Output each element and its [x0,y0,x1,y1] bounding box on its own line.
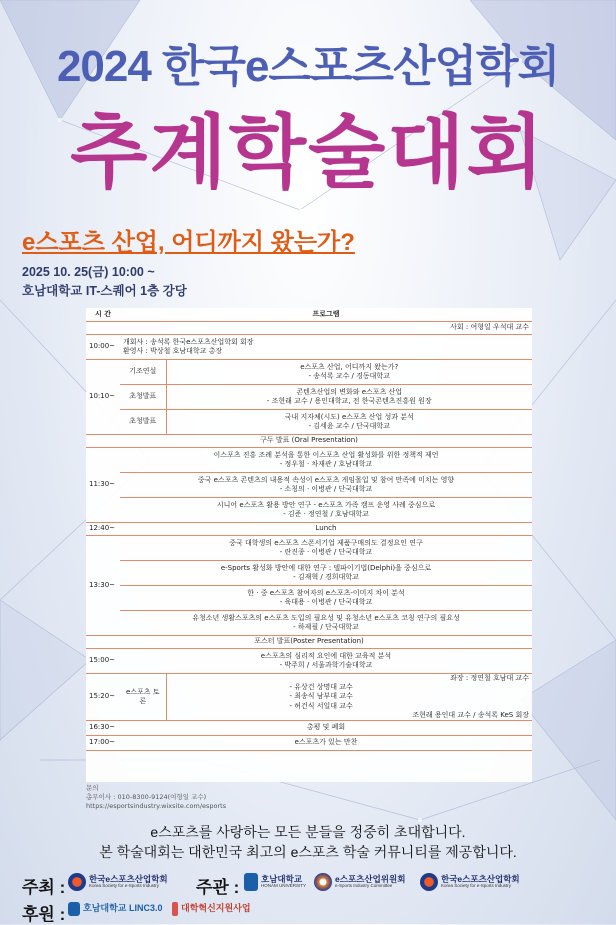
title-line1: 2024 한국e스포츠산업학회 [56,42,560,91]
invite-line2: 본 학술대회는 대한민국 최고의 e스포츠 학술 커뮤니티를 제공합니다. [99,844,517,860]
host-label: 주최 : [22,878,66,897]
support-label: 후원 : [22,905,66,924]
time-cell: 17:00~ [86,736,120,751]
supporter-name: 호남대학교 LINC3.0 [83,903,163,914]
session-type: 초청발표 [120,385,166,410]
kes-logo-icon [68,873,86,891]
program-table [86,308,532,782]
title-line2: 추계학술대회 [70,108,546,197]
time-cell: 11:30~ [86,448,120,523]
organizer-name: e스포츠산업위원회 [335,873,406,884]
section-header-row [86,435,532,448]
organizer-sub: HONAM UNIVERSITY [261,883,307,889]
time-cell: 16:30~ [86,721,120,736]
welcome-speech: 환영사 : 박상철 호남대학교 총장 [123,347,223,355]
talk-title: e스포츠의 심리적 요인에 대한 교육적 분석 [260,651,392,660]
talk-title: e-Sports 활성화 방안에 대한 연구 : 델파이기법(Delphi)을 중심으로 [220,563,432,572]
talk-speaker: - 정우철 · 차재관 / 호남대학교 [279,460,373,468]
panelist: - 유상건 상명대 교수 [289,683,353,692]
time-cell: 15:00~ [86,649,120,674]
panelist: - 최송식 남부대 교수 [289,692,353,701]
organizer-logo-honam [244,873,306,891]
opening-speech: 개회사 : 송석록 한국e스포츠산업학회 회장 [123,337,254,346]
time-cell: 13:30~ [86,536,120,636]
invite-line1: e스포츠를 사랑하는 모든 분들을 정중히 초대합니다. [150,824,466,840]
table-row [86,561,532,586]
talk-title: 한 · 중 e스포츠 참여자의 e스포츠-이미지 차이 분석 [247,588,405,597]
talk-title: e스포츠 산업, 어디까지 왔는가? [300,362,399,371]
table-row [86,498,532,523]
time-cell: 10:10~ [86,360,120,435]
talk-speaker: - 란진종 · 이병관 / 단국대학교 [279,548,373,556]
contact-phone: 총무이사 : 010-8300-9124(여형일 교수) [86,792,207,801]
table-row [86,721,532,736]
panelist: - 허건식 서일대 교수 [289,701,353,710]
event-venue: 호남대학교 IT-스퀘어 1층 강당 [22,284,187,298]
talk-title: 콘텐츠산업의 변화와 e스포츠 산업 [296,387,403,396]
talk-speaker: - 조현래 교수 / 용인대학교, 전 한국콘텐츠진흥원 원장 [266,397,432,405]
table-row [86,674,532,721]
supporter-logo-innovation [172,902,251,916]
talk-title: 이스포츠 진흥 조례 분석을 통한 이스포츠 산업 활성화를 위한 정책적 제언 [213,450,439,459]
innovation-logo-icon [172,902,178,916]
lunch-label: Lunch [120,523,532,536]
dinner-label: e스포츠가 있는 만찬 [120,736,532,751]
table-row [86,360,532,385]
table-header-row [86,308,532,322]
honam-logo-icon [244,873,258,891]
table-row [86,335,532,360]
organizer-name: 한국e스포츠산업학회 [441,873,520,884]
table-row [86,611,532,636]
kes-logo-icon [420,873,438,891]
time-cell: 15:20~ [86,674,120,721]
table-row [86,536,532,561]
host-logo [68,873,168,891]
closing-label: 총평 및 폐회 [120,721,532,736]
debate-label: e스포츠 토론 [120,674,166,721]
talk-speaker: - 하제필 / 단국대학교 [293,623,359,631]
table-row [86,448,532,473]
header-time: 시 간 [86,308,120,322]
section-header-row [86,636,532,649]
talk-speaker: - 김재혁 / 경희대학교 [293,573,359,581]
header-program: 프로그램 [120,308,532,322]
poster-header: 포스터 발표(Poster Presentation) [86,636,532,649]
talk-speaker: - 김준 · 정연철 / 호남대학교 [283,510,369,518]
supporter-logo-linc [68,902,162,916]
host-sub: Korea Society for e-Sports Industry [89,883,160,889]
table-row [86,736,532,751]
table-row [86,385,532,410]
talk-title: 유청소년 생활스포츠의 e스포츠 도입의 필요성 및 유청소년 e스포츠 코칭 연구의 필요성 [192,613,460,622]
organizer-logo-committee [314,873,405,891]
committee-logo-icon [314,873,332,891]
session-type: 기조연설 [120,360,166,385]
table-row [86,586,532,611]
oral-header: 구두 발표 (Oral Presentation) [86,435,532,448]
table-row [86,523,532,536]
time-cell: 10:00~ [86,335,120,360]
talk-title: 시니어 e스포츠 활용 방안 연구 - e스포츠 가족 캠프 운영 사례 중심으로 [216,500,436,509]
debate-chair: 좌장 : 정연철 호남대 교수 [450,674,529,683]
contact-url[interactable]: https://esportsindustry.wixsite.com/esports [86,801,227,810]
talk-title: 국내 지자체(시도) e스포츠 산업 성과 분석 [284,412,414,421]
time-cell: 12:40~ [86,523,120,536]
debate-extra: 조현래 용인대 교수 / 송석록 KeS 회장 [412,710,529,719]
contact-info [86,784,226,810]
organizer-sub: Korea Society for e-Sports Industry [441,883,512,889]
organizer-label: 주관 : [196,878,240,897]
talk-title: 중국 e스포츠 콘텐츠의 내용적 속성이 e스포츠 게임몰입 및 참여 만족에 미치는 영향 [197,475,455,484]
talk-speaker: - 김세윤 교수 / 단국대학교 [308,422,390,430]
organizer-name: 호남대학교 [261,873,303,884]
table-row [86,410,532,435]
table-row [86,649,532,674]
linc-logo-icon [68,902,80,916]
moderator: 사회 : 여형일 우석대 교수 [120,322,532,335]
host-name: 한국e스포츠산업학회 [89,873,168,884]
organizer-logo-kes [420,873,520,891]
table-row [86,473,532,498]
talk-speaker: - 송석록 교수 / 경동대학교 [308,372,390,380]
talk-title: 중국 대학생의 e스포츠 스폰서기업 제품구매의도 결정요인 연구 [229,538,423,547]
talk-speaker: - 육대용 · 이병관 / 단국대학교 [279,598,373,606]
table-row [86,322,532,335]
talk-speaker: - 박주희 / 서울과학기술대학교 [279,661,373,669]
talk-speaker: - 소칭의 · 이병관 / 단국대학교 [279,485,373,493]
session-type: 초청발표 [120,410,166,435]
event-date: 2025 10. 25(금) 10:00 ~ [22,265,155,279]
subtitle: e스포츠 산업, 어디까지 왔는가? [22,229,355,256]
supporter-name: 대학혁신지원사업 [181,903,251,914]
organizer-sub: e-Sports Industry Committee [335,883,393,889]
contact-title: 문의 [86,784,99,792]
